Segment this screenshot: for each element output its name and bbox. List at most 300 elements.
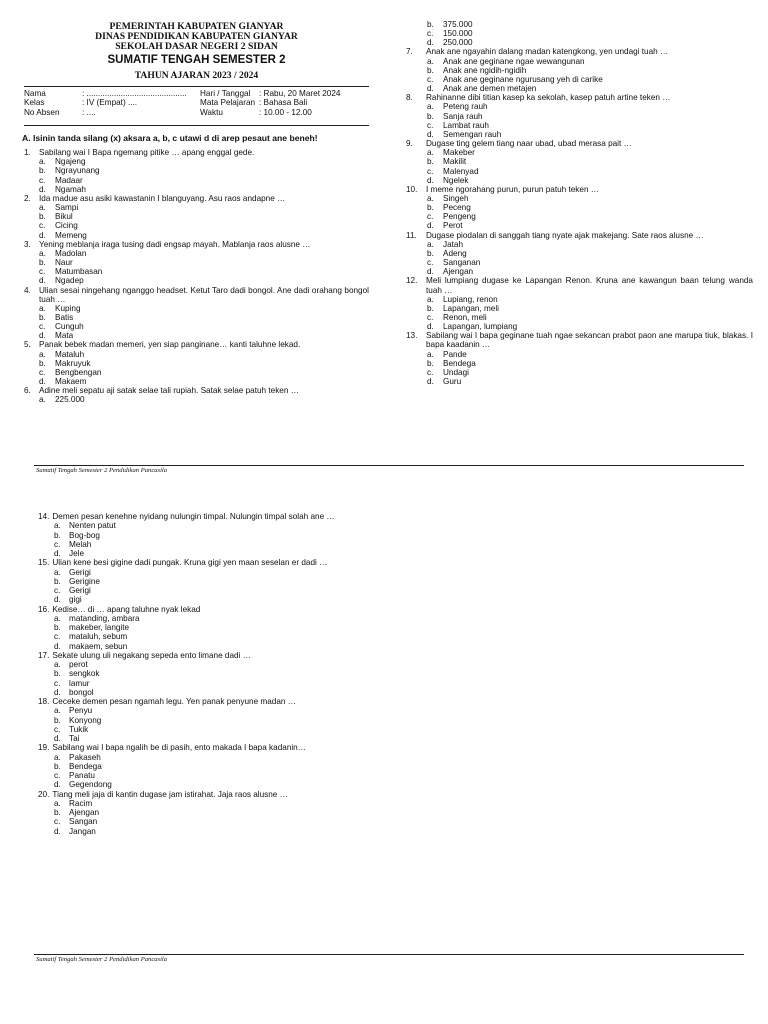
absen-field[interactable]: : .... — [82, 107, 96, 117]
answer-option[interactable] — [413, 295, 753, 304]
option-text: 150.000 — [443, 29, 473, 39]
option-letter: b. — [427, 65, 434, 75]
info-label: Mata Pelajaran — [200, 98, 256, 108]
question-list-page-2 — [38, 512, 738, 836]
answer-option[interactable] — [38, 679, 738, 688]
answer-option[interactable] — [38, 827, 738, 836]
answer-option[interactable] — [413, 176, 753, 185]
question-item — [38, 558, 738, 567]
answer-option[interactable] — [24, 322, 369, 331]
option-text: Memeng — [55, 230, 87, 240]
option-text: Anak ane demen metajen — [443, 84, 537, 94]
info-label: Waktu — [200, 107, 223, 117]
answer-option[interactable] — [24, 185, 369, 194]
option-letter: c. — [54, 817, 61, 827]
school-header — [24, 22, 369, 82]
option-letter: c. — [427, 367, 434, 377]
question-number: 6. — [24, 386, 31, 396]
option-text: mataluh, sebum — [69, 632, 128, 642]
option-letter: c. — [427, 258, 434, 268]
answer-option[interactable] — [413, 350, 753, 359]
answer-option[interactable] — [413, 304, 753, 313]
answer-option[interactable] — [24, 276, 369, 285]
option-letter: d. — [54, 687, 61, 697]
option-text: Ngadep — [55, 276, 84, 286]
option-text: Adeng — [443, 248, 467, 258]
option-letter: d. — [54, 595, 61, 605]
option-letter: c. — [54, 539, 61, 549]
answer-option[interactable] — [413, 313, 753, 322]
option-text: Singeh — [443, 193, 469, 203]
option-letter: a. — [54, 752, 61, 762]
answer-option[interactable] — [413, 157, 753, 166]
question-text: Ida madue asu asiki kawastanin I blanguyang. Asu raos andapne … — [39, 193, 286, 203]
option-letter: c. — [427, 120, 434, 130]
option-text: makaem, sebun — [69, 641, 128, 651]
question-text: Panak bebek madan memeri, yen siap panginane… kanti taluhne lekad. — [39, 340, 301, 350]
answer-option[interactable] — [413, 38, 753, 47]
question-item — [406, 47, 753, 57]
option-letter: c. — [54, 632, 61, 642]
option-letter: c. — [54, 586, 61, 595]
question-text: I meme ngorahang purun, purun patuh teken … — [426, 184, 599, 194]
question-text: Yening meblanja iraga tusing dadi engsap mayah. Mablanja raos alusne … — [39, 239, 311, 249]
option-text: Nenten patut — [69, 521, 116, 531]
info-label: Nama — [24, 89, 46, 98]
option-text: Gerigine — [69, 576, 100, 586]
option-text: Cunguh — [55, 322, 84, 332]
instruction-text: A. Isinin tanda silang (x) aksara a, b, c utawi d di arep pesaut ane beneh! — [22, 133, 318, 143]
option-letter: b. — [54, 715, 61, 725]
question-text: Dugase piodalan di sanggah tiang nyate ajak makejang. Sate raos alusne … — [426, 230, 704, 240]
exam-page-1 — [0, 0, 768, 480]
option-text: Racim — [69, 798, 93, 808]
question-item — [24, 340, 369, 349]
option-text: Tukik — [69, 724, 89, 734]
answer-option[interactable] — [38, 595, 738, 604]
option-text: Tai — [69, 734, 80, 743]
answer-option[interactable] — [413, 258, 753, 267]
answer-option[interactable] — [38, 753, 738, 762]
answer-option[interactable] — [413, 130, 753, 139]
question-number: 1. — [24, 148, 31, 158]
option-text: Mataluh — [55, 349, 85, 359]
right-column — [406, 20, 753, 387]
option-text: Sanganan — [443, 258, 481, 268]
question-item — [24, 386, 369, 395]
option-letter: d. — [39, 230, 46, 240]
option-letter: b. — [54, 530, 61, 540]
question-item — [38, 651, 738, 660]
option-letter: b. — [39, 258, 46, 268]
option-text: Panatu — [69, 771, 95, 780]
option-text: Matumbasan — [55, 267, 103, 277]
answer-option[interactable] — [24, 377, 369, 386]
option-text: Lupiang, renon — [443, 294, 498, 304]
answer-option[interactable] — [24, 258, 369, 267]
answer-option[interactable] — [24, 267, 369, 276]
option-text: Anak ane geginane ngurusang yeh di carike — [443, 74, 603, 84]
answer-option[interactable] — [38, 817, 738, 826]
question-text: Rahinanne dibi titian kasep ka sekolah, kasep patuh artine teken … — [426, 93, 671, 103]
answer-option[interactable] — [38, 669, 738, 678]
option-letter: a. — [39, 157, 46, 167]
option-text: Konyong — [69, 715, 102, 725]
option-letter: a. — [427, 148, 434, 158]
option-letter: a. — [54, 613, 61, 623]
option-text: Bog-bog — [69, 530, 100, 540]
option-letter: a. — [39, 248, 46, 258]
info-value: : Rabu, 20 Maret 2024 — [259, 89, 341, 98]
continued-options — [413, 20, 753, 47]
answer-option[interactable] — [38, 725, 738, 734]
answer-option[interactable] — [413, 121, 753, 130]
option-text: Renon, meli — [443, 313, 487, 322]
option-letter: a. — [39, 395, 46, 405]
answer-option[interactable] — [24, 221, 369, 230]
answer-option[interactable] — [24, 203, 369, 212]
option-letter: a. — [427, 102, 434, 112]
option-text: Makaem — [55, 377, 87, 387]
option-letter: b. — [39, 312, 46, 322]
option-letter: b. — [427, 203, 434, 213]
answer-option[interactable] — [38, 586, 738, 595]
class-field[interactable]: : IV (Empat) .... — [82, 98, 138, 108]
answer-option[interactable] — [38, 549, 738, 558]
info-value: : Bahasa Bali — [259, 98, 308, 108]
answer-option[interactable] — [38, 568, 738, 577]
option-text: Anak ane geginane ngae wewangunan — [443, 56, 585, 66]
option-letter: d. — [427, 221, 434, 231]
option-text: Melah — [69, 539, 92, 549]
answer-option[interactable] — [38, 688, 738, 697]
answer-option[interactable] — [413, 66, 753, 75]
question-item — [38, 790, 738, 799]
option-text: Bendega — [443, 358, 476, 368]
answer-option[interactable] — [24, 313, 369, 322]
option-text: Lambat rauh — [443, 120, 489, 130]
answer-option[interactable] — [413, 84, 753, 93]
option-letter: b. — [427, 111, 434, 121]
option-text: Pakaseh — [69, 752, 101, 762]
option-letter: c. — [54, 724, 61, 734]
question-number: 11. — [406, 230, 417, 240]
option-text: Peceng — [443, 203, 471, 213]
header-divider — [24, 86, 369, 87]
answer-option[interactable] — [24, 176, 369, 185]
question-number: 17. — [38, 650, 50, 660]
answer-option[interactable] — [413, 322, 753, 331]
option-letter: b. — [39, 212, 46, 222]
option-text: sengkok — [69, 669, 100, 679]
answer-option[interactable] — [413, 359, 753, 368]
option-letter: a. — [39, 303, 46, 313]
question-item — [24, 240, 369, 249]
answer-option[interactable] — [38, 623, 738, 632]
page-footer: Sumatif Tengah Semester 2 Pendidikan Pancasila — [34, 954, 744, 964]
option-letter: b. — [427, 303, 434, 313]
option-text: matanding, ambara — [69, 613, 140, 623]
option-letter: a. — [427, 294, 434, 304]
option-letter: c. — [427, 166, 434, 176]
option-text: Sampi — [55, 203, 79, 213]
answer-option[interactable] — [413, 148, 753, 157]
option-text: Kuping — [55, 303, 81, 313]
question-number: 3. — [24, 239, 31, 249]
option-letter: b. — [54, 623, 61, 632]
question-text: Meli lumpiang dugase ke Lapangan Renon. Kruna ane kawangun baan telung wanda tuah … — [426, 276, 753, 295]
answer-option[interactable] — [413, 377, 753, 386]
answer-option[interactable] — [38, 762, 738, 771]
option-text: gigi — [69, 595, 82, 605]
option-letter: a. — [427, 239, 434, 249]
question-item — [406, 93, 753, 103]
option-text: Ngrayunang — [55, 166, 100, 176]
option-text: Ngelek — [443, 175, 469, 185]
option-text: lamur — [69, 678, 90, 688]
option-letter: a. — [39, 203, 46, 213]
answer-option[interactable] — [38, 780, 738, 789]
question-item — [38, 605, 738, 614]
answer-option[interactable] — [24, 350, 369, 359]
question-text: Sabilang wai I Bapa ngemang pitike … apang enggal gede. — [39, 148, 255, 158]
option-text: Mata — [55, 331, 74, 341]
option-letter: d. — [39, 331, 46, 341]
option-text: Pande — [443, 349, 467, 359]
question-item — [406, 276, 753, 295]
option-text: perot — [69, 660, 88, 669]
option-text: Ngamah — [55, 184, 86, 194]
exam-title: SUMATIF TENGAH SEMESTER 2 — [107, 54, 286, 66]
option-letter: a. — [54, 567, 61, 577]
info-label: Hari / Tanggal — [200, 89, 251, 98]
option-letter: b. — [39, 358, 46, 368]
question-number: 20. — [38, 789, 50, 799]
option-letter: d. — [39, 377, 46, 387]
answer-option[interactable] — [24, 331, 369, 340]
question-number: 5. — [24, 340, 31, 350]
answer-option[interactable] — [413, 267, 753, 276]
option-letter: b. — [54, 576, 61, 586]
option-letter: b. — [427, 248, 434, 258]
option-letter: c. — [54, 678, 61, 688]
option-letter: c. — [427, 212, 434, 222]
option-text: Anak ane ngidih-ngidih — [443, 65, 527, 75]
header-line-3: SEKOLAH DASAR NEGERI 2 SIDAN — [115, 41, 278, 52]
option-text: Perot — [443, 221, 463, 231]
answer-option[interactable] — [413, 167, 753, 176]
option-letter: d. — [54, 826, 61, 836]
question-number: 7. — [406, 47, 413, 57]
option-letter: c. — [54, 771, 61, 780]
option-text: 225.000 — [55, 395, 85, 405]
option-letter: d. — [54, 734, 61, 743]
answer-option[interactable] — [413, 240, 753, 249]
option-letter: d. — [427, 38, 434, 48]
question-text: Kedise… di … apang taluhne nyak lekad — [52, 604, 201, 614]
option-letter: a. — [54, 706, 61, 716]
option-letter: c. — [427, 74, 434, 84]
answer-option[interactable] — [38, 734, 738, 743]
option-text: bongol — [69, 687, 94, 697]
answer-option[interactable] — [38, 577, 738, 586]
question-item — [406, 331, 753, 350]
option-letter: a. — [54, 660, 61, 669]
question-text: Sekate ulung uli negakang sepeda ento limane dadi … — [52, 650, 251, 660]
option-text: makeber, langite — [69, 623, 130, 632]
answer-option[interactable] — [413, 112, 753, 121]
answer-option[interactable] — [24, 395, 369, 404]
option-text: Pengeng — [443, 212, 476, 222]
option-letter: d. — [54, 780, 61, 790]
answer-option[interactable] — [38, 521, 738, 530]
answer-option[interactable] — [38, 540, 738, 549]
option-letter: a. — [54, 798, 61, 808]
question-text: Sabilang wai I bapa geginane tuah ngae sekancan prabot paon ane marupa tiuk, blakas. I bapa kaadanin … — [426, 331, 753, 350]
option-text: Sangan — [69, 817, 98, 827]
option-text: Bengbengan — [55, 367, 102, 377]
option-letter: d. — [427, 129, 434, 139]
answer-option[interactable] — [38, 660, 738, 669]
question-item — [24, 148, 369, 157]
answer-option[interactable] — [24, 249, 369, 258]
answer-option[interactable] — [413, 29, 753, 38]
option-text: Madolan — [55, 248, 87, 258]
answer-option[interactable] — [38, 808, 738, 817]
option-text: Madaar — [55, 175, 83, 185]
question-number: 16. — [38, 604, 50, 614]
option-text: Undagi — [443, 367, 469, 377]
name-field[interactable]: : ............................................ — [82, 89, 187, 98]
answer-option[interactable] — [38, 614, 738, 623]
answer-option[interactable] — [413, 368, 753, 377]
option-letter: d. — [427, 175, 434, 185]
answer-option[interactable] — [24, 231, 369, 240]
answer-option[interactable] — [38, 642, 738, 651]
question-item — [24, 286, 369, 304]
answer-option[interactable] — [413, 249, 753, 258]
option-text: Ajengan — [69, 808, 100, 817]
option-letter: b. — [427, 358, 434, 368]
option-letter: a. — [427, 56, 434, 66]
question-number: 14. — [38, 512, 50, 521]
option-text: 250.000 — [443, 38, 473, 48]
question-text: Demen pesan kenehne nyidang nulungin timpal. Nulungin timpal solah ane … — [52, 512, 335, 521]
question-text: Ulian kene besi gigine dadi pungak. Kruna gigi yen maan seselan er dadi … — [52, 558, 328, 568]
school-year: TAHUN AJARAN 2023 / 2024 — [134, 70, 259, 81]
header-line-1: PEMERINTAH KABUPATEN GIANYAR — [109, 21, 284, 32]
option-letter: c. — [39, 367, 46, 377]
question-text: Tiang meli jaja di kantin dugase jam istirahat. Jaja raos alusne … — [52, 789, 288, 799]
option-text: Makruyuk — [55, 358, 91, 368]
option-text: Makilit — [443, 157, 467, 167]
option-letter: d. — [54, 549, 61, 558]
option-text: Lapangan, lumpiang — [443, 322, 518, 332]
option-text: Malenyad — [443, 166, 479, 176]
option-letter: d. — [39, 276, 46, 286]
option-text: Jangan — [69, 826, 96, 836]
answer-option[interactable] — [24, 212, 369, 221]
question-list-left — [24, 148, 369, 404]
answer-option[interactable] — [24, 166, 369, 175]
answer-option[interactable] — [413, 221, 753, 230]
question-item — [406, 184, 753, 194]
option-letter: a. — [427, 193, 434, 203]
option-letter: b. — [54, 761, 61, 771]
answer-option[interactable] — [38, 706, 738, 715]
answer-option[interactable] — [413, 102, 753, 111]
option-text: Ajengan — [443, 267, 474, 277]
question-text: Ceceke demen pesan ngamah legu. Yen panak penyune madan … — [52, 697, 296, 706]
answer-option[interactable] — [413, 20, 753, 29]
answer-option[interactable] — [413, 212, 753, 221]
answer-option[interactable] — [413, 203, 753, 212]
option-letter: d. — [54, 641, 61, 651]
answer-option[interactable] — [413, 57, 753, 66]
option-text: Bikul — [55, 212, 73, 222]
option-text: 375.000 — [443, 20, 473, 29]
info-label: No Absen — [24, 107, 60, 117]
answer-option[interactable] — [38, 632, 738, 641]
answer-option[interactable] — [413, 194, 753, 203]
option-letter: d. — [427, 322, 434, 332]
option-text: Bendega — [69, 761, 102, 771]
answer-option[interactable] — [38, 531, 738, 540]
question-item — [38, 743, 738, 752]
question-text: Dugase ting gelem tiang naar ubad, ubad merasa pait … — [426, 139, 632, 149]
option-text: Ngajeng — [55, 157, 86, 167]
question-item — [406, 139, 753, 149]
option-text: Jele — [69, 549, 85, 558]
question-text: Sabilang wai I bapa ngalih be di pasih, ento makada I bapa kadanin… — [52, 743, 306, 753]
option-letter: d. — [39, 184, 46, 194]
answer-option[interactable] — [24, 304, 369, 313]
option-text: Lapangan, meli — [443, 303, 499, 313]
student-info — [24, 89, 369, 125]
answer-option[interactable] — [38, 716, 738, 725]
option-text: Gerigi — [69, 586, 91, 595]
question-item — [24, 194, 369, 203]
question-number: 4. — [24, 285, 31, 295]
option-letter: d. — [427, 84, 434, 94]
info-value: : 10.00 - 12.00 — [259, 107, 312, 117]
answer-option[interactable] — [413, 75, 753, 84]
option-letter: c. — [427, 29, 434, 39]
header-line-2: DINAS PENDIDIKAN KABUPATEN GIANYAR — [95, 31, 298, 42]
option-text: Semengan rauh — [443, 129, 502, 139]
option-text: Naur — [55, 258, 73, 268]
answer-option[interactable] — [38, 799, 738, 808]
answer-option[interactable] — [24, 368, 369, 377]
answer-option[interactable] — [24, 157, 369, 166]
answer-option[interactable] — [24, 359, 369, 368]
option-text: Jatah — [443, 239, 464, 249]
option-text: Batis — [55, 312, 74, 322]
option-letter: d. — [427, 377, 434, 387]
option-text: Gegendong — [69, 780, 112, 790]
option-letter: b. — [427, 20, 434, 29]
answer-option[interactable] — [38, 771, 738, 780]
option-text: Guru — [443, 377, 462, 387]
info-label: Kelas — [24, 98, 45, 108]
question-item — [38, 512, 738, 521]
question-number: 18. — [38, 697, 50, 706]
option-letter: a. — [427, 349, 434, 359]
option-letter: a. — [54, 521, 61, 531]
question-number: 15. — [38, 558, 50, 568]
option-text: Peteng rauh — [443, 102, 488, 112]
question-number: 10. — [406, 184, 418, 194]
